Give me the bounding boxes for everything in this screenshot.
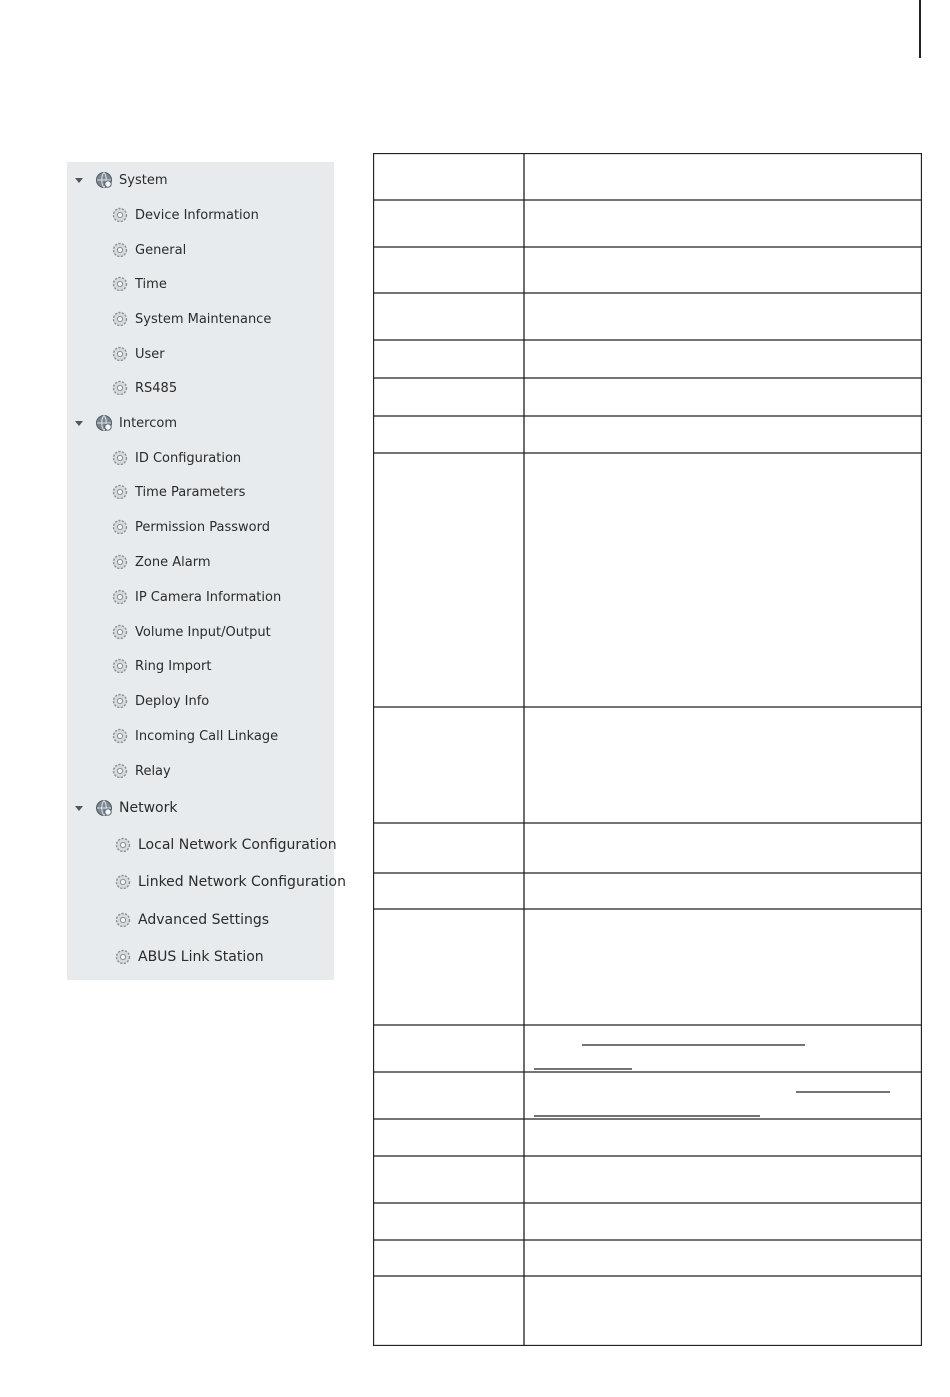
tree-item-label: Local Network Configuration <box>138 837 337 853</box>
tree-item-label: General <box>135 242 187 258</box>
gear-icon <box>111 275 129 293</box>
page-top-rule <box>919 0 921 58</box>
gear-icon <box>111 762 129 780</box>
tree-item-local-network-configuration[interactable] <box>114 833 337 857</box>
tree-item-label: Time <box>135 276 167 292</box>
navigation-tree-panel <box>67 162 346 980</box>
expand-arrow-icon[interactable] <box>75 178 83 183</box>
tree-item-label: Volume Input/Output <box>135 624 271 640</box>
tree-item-advanced-settings[interactable] <box>114 908 269 932</box>
tree-group-label: Network <box>119 800 178 816</box>
tree-item-label: Permission Password <box>135 519 270 535</box>
tree-item-deploy-info[interactable] <box>111 689 209 713</box>
tree-item-label: Relay <box>135 763 171 779</box>
expand-arrow-icon[interactable] <box>75 421 83 426</box>
gear-icon <box>114 836 132 854</box>
tree-group-label: System <box>119 172 168 188</box>
tree-item-label: Device Information <box>135 207 259 223</box>
tree-item-label: ID Configuration <box>135 450 242 466</box>
globe-icon <box>95 171 113 189</box>
tree-item-label: ABUS Link Station <box>138 949 264 965</box>
gear-icon <box>111 727 129 745</box>
gear-icon <box>111 588 129 606</box>
tree-item-ring-import[interactable] <box>111 654 211 678</box>
gear-icon <box>111 483 129 501</box>
gear-icon <box>111 206 129 224</box>
tree-item-device-information[interactable] <box>111 203 259 227</box>
tree-item-label: Time Parameters <box>135 484 246 500</box>
globe-icon <box>95 414 113 432</box>
tree-item-id-configuration[interactable] <box>111 446 241 470</box>
tree-group-system[interactable] <box>75 168 167 192</box>
tree-item-label: Ring Import <box>135 658 212 674</box>
gear-icon <box>111 692 129 710</box>
gear-icon <box>114 873 132 891</box>
tree-item-abus-link-station[interactable] <box>114 945 264 969</box>
tree-item-label: System Maintenance <box>135 311 272 327</box>
tree-item-relay[interactable] <box>111 759 171 783</box>
gear-icon <box>111 345 129 363</box>
gear-icon <box>111 379 129 397</box>
tree-item-label: User <box>135 346 165 362</box>
tree-group-intercom[interactable] <box>75 411 177 435</box>
tree-item-general[interactable] <box>111 238 186 262</box>
expand-arrow-icon[interactable] <box>75 806 83 811</box>
tree-item-label: Incoming Call Linkage <box>135 728 279 744</box>
tree-item-label: Linked Network Configuration <box>138 874 346 890</box>
tree-item-time[interactable] <box>111 272 167 296</box>
tree-item-label: Zone Alarm <box>135 554 211 570</box>
tree-item-volume-input-output[interactable] <box>111 620 271 644</box>
tree-item-label: RS485 <box>135 380 178 396</box>
gear-icon <box>111 449 129 467</box>
tree-item-user[interactable] <box>111 342 165 366</box>
gear-icon <box>111 241 129 259</box>
table-grid <box>373 153 922 1346</box>
tree-item-system-maintenance[interactable] <box>111 307 271 331</box>
gear-icon <box>111 657 129 675</box>
tree-item-time-parameters[interactable] <box>111 480 245 504</box>
tree-item-incoming-call-linkage[interactable] <box>111 724 278 748</box>
gear-icon <box>111 310 129 328</box>
tree-item-permission-password[interactable] <box>111 515 270 539</box>
tree-item-label: IP Camera Information <box>135 589 282 605</box>
globe-icon <box>95 799 113 817</box>
tree-item-zone-alarm[interactable] <box>111 550 210 574</box>
gear-icon <box>111 553 129 571</box>
gear-icon <box>114 948 132 966</box>
description-table <box>373 153 922 1346</box>
tree-item-linked-network-configuration[interactable] <box>114 870 346 894</box>
gear-icon <box>114 911 132 929</box>
tree-group-network[interactable] <box>75 796 177 820</box>
tree-item-rs485[interactable] <box>111 376 177 400</box>
tree-item-label: Deploy Info <box>135 693 210 709</box>
gear-icon <box>111 518 129 536</box>
tree-group-label: Intercom <box>119 415 177 431</box>
tree-item-label: Advanced Settings <box>138 912 270 928</box>
tree-item-ip-camera-information[interactable] <box>111 585 281 609</box>
gear-icon <box>111 623 129 641</box>
